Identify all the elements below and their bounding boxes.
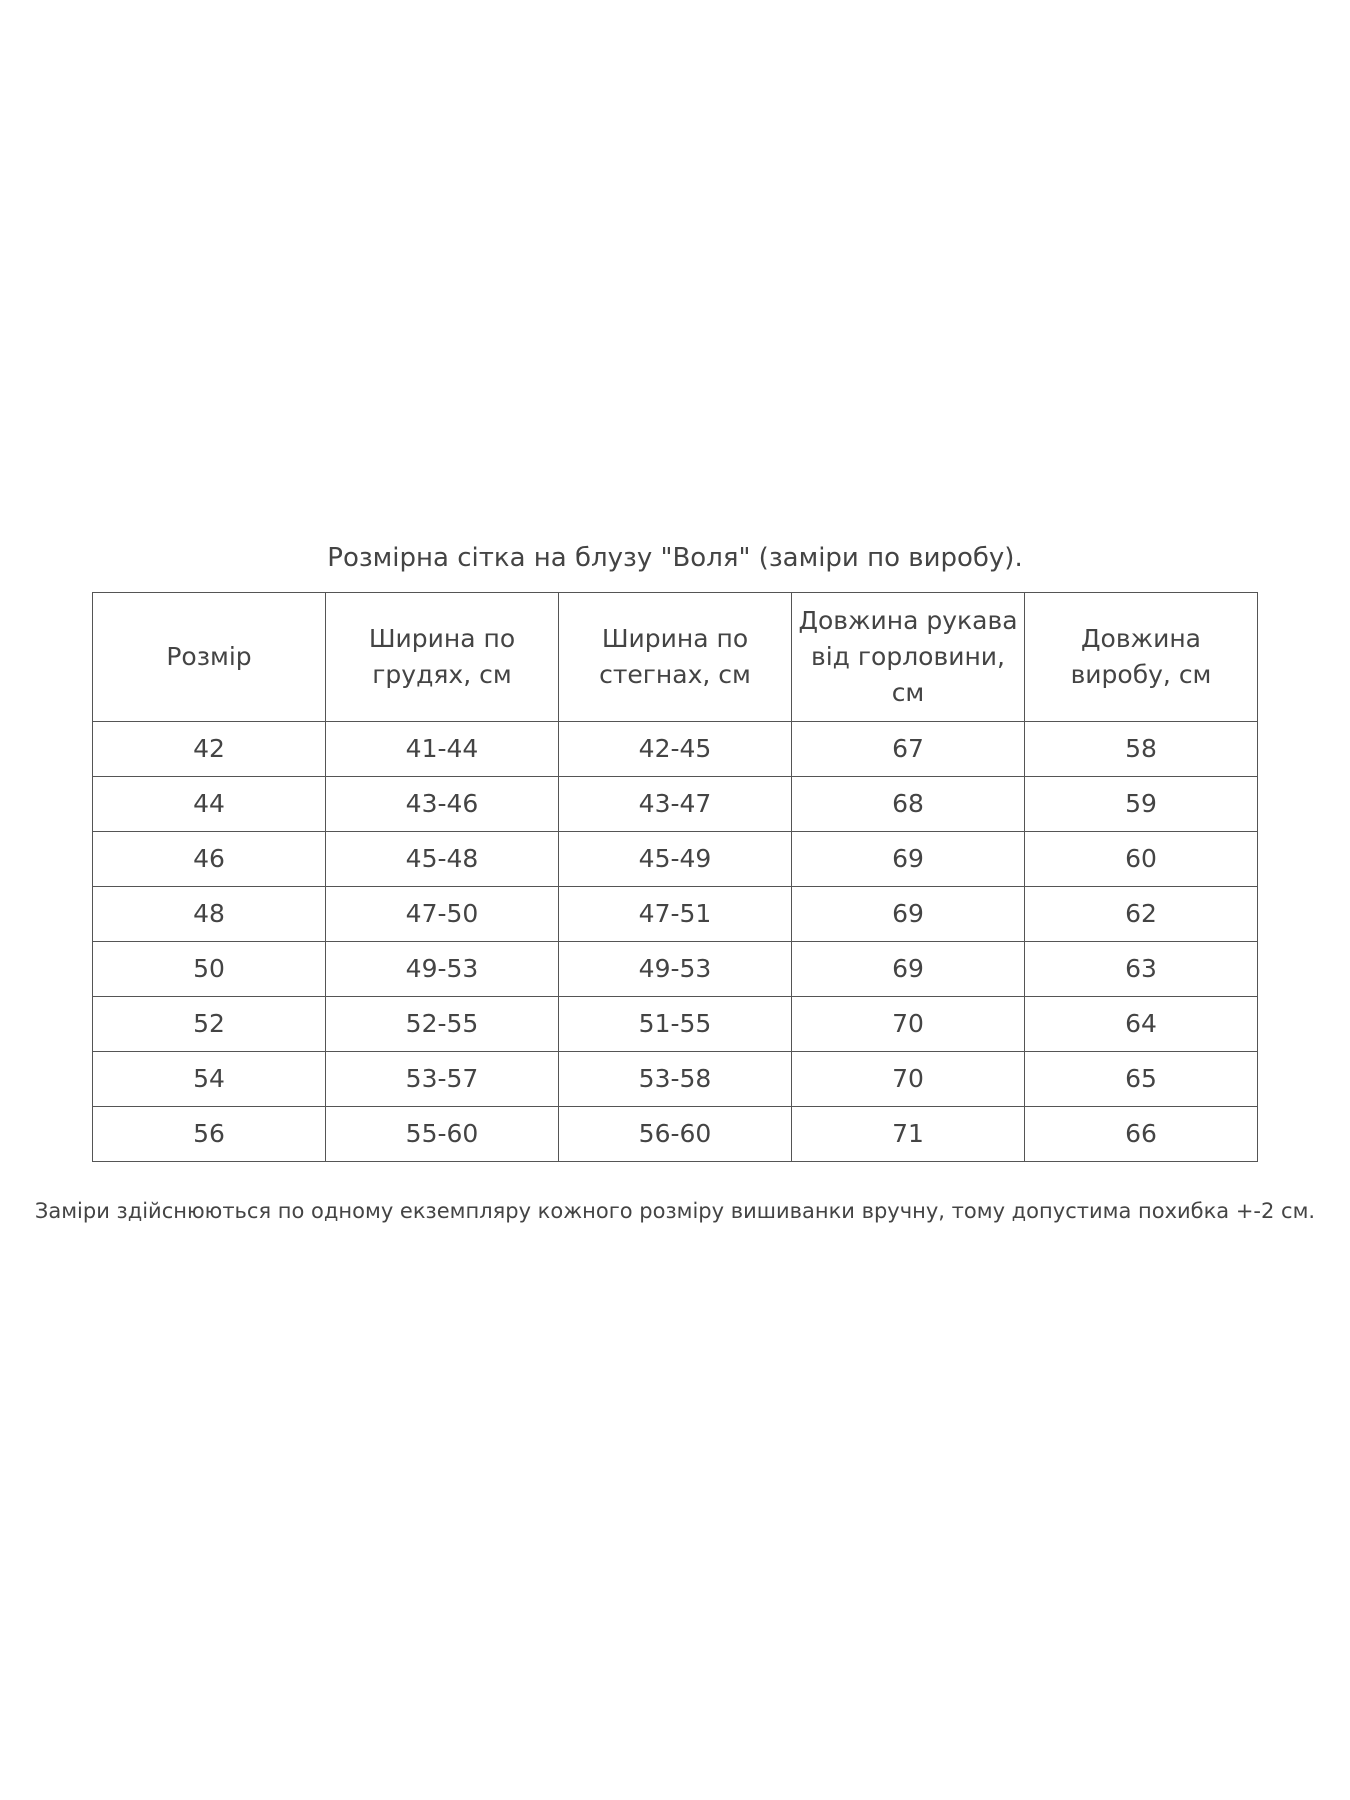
- table-row: [93, 1107, 1258, 1162]
- cell-hip-width: 56-60: [559, 1107, 792, 1162]
- cell-hip-width: 51-55: [559, 997, 792, 1052]
- measurement-note: Заміри здійснюються по одному екземпляру кожного розміру вишиванки вручну, тому допустима похибка +-2 см.: [34, 1199, 1316, 1223]
- table-row: [93, 722, 1258, 777]
- cell-size: 54: [93, 1052, 326, 1107]
- header-sleeve-length: Довжина рукава від горловини, см: [792, 593, 1025, 722]
- size-chart-table: [92, 592, 1258, 1162]
- cell-garment-length: 64: [1025, 997, 1258, 1052]
- cell-garment-length: 63: [1025, 942, 1258, 997]
- cell-size: 48: [93, 887, 326, 942]
- cell-chest-width: 41-44: [326, 722, 559, 777]
- table-row: [93, 1052, 1258, 1107]
- cell-garment-length: 62: [1025, 887, 1258, 942]
- table-row: [93, 887, 1258, 942]
- cell-sleeve-length: 69: [792, 887, 1025, 942]
- cell-hip-width: 53-58: [559, 1052, 792, 1107]
- cell-chest-width: 55-60: [326, 1107, 559, 1162]
- table-row: [93, 777, 1258, 832]
- header-chest-width: Ширина по грудях, см: [326, 593, 559, 722]
- cell-garment-length: 60: [1025, 832, 1258, 887]
- header-size: Розмір: [93, 593, 326, 722]
- table-row: [93, 832, 1258, 887]
- cell-size: 50: [93, 942, 326, 997]
- cell-chest-width: 52-55: [326, 997, 559, 1052]
- cell-sleeve-length: 71: [792, 1107, 1025, 1162]
- cell-chest-width: 53-57: [326, 1052, 559, 1107]
- cell-size: 56: [93, 1107, 326, 1162]
- cell-hip-width: 49-53: [559, 942, 792, 997]
- cell-size: 44: [93, 777, 326, 832]
- cell-hip-width: 42-45: [559, 722, 792, 777]
- cell-sleeve-length: 69: [792, 832, 1025, 887]
- cell-garment-length: 59: [1025, 777, 1258, 832]
- cell-chest-width: 49-53: [326, 942, 559, 997]
- cell-size: 42: [93, 722, 326, 777]
- cell-sleeve-length: 70: [792, 997, 1025, 1052]
- header-hip-width: Ширина по стегнах, см: [559, 593, 792, 722]
- table-row: [93, 942, 1258, 997]
- cell-sleeve-length: 69: [792, 942, 1025, 997]
- cell-garment-length: 66: [1025, 1107, 1258, 1162]
- cell-sleeve-length: 68: [792, 777, 1025, 832]
- cell-hip-width: 47-51: [559, 887, 792, 942]
- cell-hip-width: 43-47: [559, 777, 792, 832]
- header-garment-length: Довжина виробу, см: [1025, 593, 1258, 722]
- table-row: [93, 997, 1258, 1052]
- page-title: Розмірна сітка на блузу "Воля" (заміри по виробу).: [327, 543, 1023, 573]
- cell-chest-width: 47-50: [326, 887, 559, 942]
- table-header-row: [93, 593, 1258, 722]
- cell-sleeve-length: 70: [792, 1052, 1025, 1107]
- cell-size: 46: [93, 832, 326, 887]
- cell-chest-width: 45-48: [326, 832, 559, 887]
- cell-garment-length: 58: [1025, 722, 1258, 777]
- cell-sleeve-length: 67: [792, 722, 1025, 777]
- cell-hip-width: 45-49: [559, 832, 792, 887]
- cell-chest-width: 43-46: [326, 777, 559, 832]
- cell-size: 52: [93, 997, 326, 1052]
- cell-garment-length: 65: [1025, 1052, 1258, 1107]
